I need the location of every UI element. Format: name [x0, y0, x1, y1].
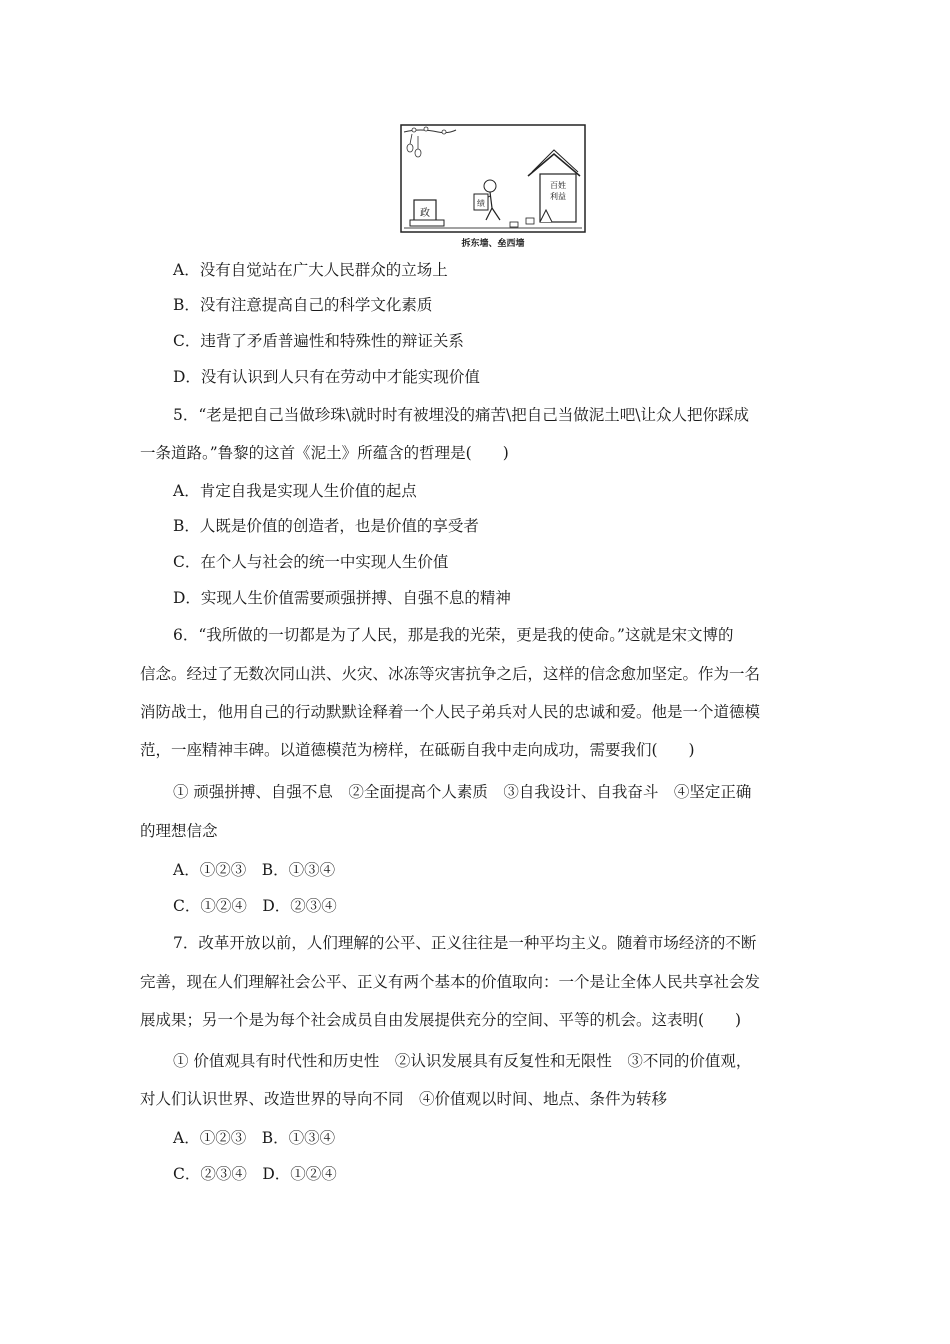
q4-option-c: C．违背了矛盾普遍性和特殊性的辩证关系 — [173, 332, 464, 350]
q6-stem-line3: 消防战士，他用自己的行动默默诠释着一个人民子弟兵对人民的忠诚和爱。他是一个道德模 — [140, 703, 761, 721]
house-label-line2: 利益 — [550, 192, 566, 201]
q7-stem-line3: 展成果；另一个是为每个社会成员自由发展提供充分的空间、平等的机会。这表明( ) — [140, 1011, 742, 1029]
cartoon-illustration — [400, 124, 586, 234]
q5-option-d: D．实现人生价值需要顽强拼搏、自强不息的精神 — [173, 589, 511, 607]
q5-stem-line1: 5．“老是把自己当做珍珠\就时时有被埋没的痛苦\把自己当做泥土吧\让众人把你踩成 — [173, 406, 749, 424]
q6-stem-line2: 信念。经过了无数次同山洪、火灾、冰冻等灾害抗争之后，这样的信念愈加坚定。作为一名 — [140, 665, 761, 683]
q5-option-a: A．肯定自我是实现人生价值的起点 — [173, 482, 417, 500]
q7-stem-line2: 完善，现在人们理解社会公平、正义有两个基本的价值取向：一个是让全体人民共享社会发 — [140, 973, 761, 991]
q7-stem-line1: 7．改革开放以前，人们理解的公平、正义往往是一种平均主义。随着市场经济的不断 — [173, 934, 757, 952]
q6-stem-line4: 范，一座精神丰碑。以道德模范为榜样，在砥砺自我中走向成功，需要我们( ) — [140, 741, 695, 759]
block-label-ji: 绩 — [477, 199, 485, 208]
q6-stem-line1: 6．“我所做的一切都是为了人民，那是我的光荣，更是我的使命。”这就是宋文博的 — [173, 626, 734, 644]
q5-option-b: B．人既是价值的创造者，也是价值的享受者 — [173, 517, 479, 535]
q7-items-line2: 对人们认识世界、改造世界的导向不同 ④价值观以时间、地点、条件为转移 — [140, 1090, 668, 1108]
q4-option-d: D．没有认识到人只有在劳动中才能实现价值 — [173, 368, 480, 386]
q4-option-a: A．没有自觉站在广大人民群众的立场上 — [173, 261, 448, 279]
q7-options-line1: A．①②③ B．①③④ — [173, 1129, 336, 1147]
figure-caption: 拆东墙、垒西墙 — [461, 239, 525, 249]
q4-option-b: B．没有注意提高自己的科学文化素质 — [173, 296, 433, 314]
q6-options-line1: A．①②③ B．①③④ — [173, 861, 336, 879]
q7-options-line2: C．②③④ D．①②④ — [173, 1165, 337, 1183]
house-label-line1: 百姓 — [550, 181, 566, 190]
q5-option-c: C．在个人与社会的统一中实现人生价值 — [173, 553, 449, 571]
q5-stem-line2: 一条道路。”鲁黎的这首《泥土》所蕴含的哲理是( ) — [140, 444, 509, 462]
cartoon-figure — [400, 124, 586, 234]
block-label-zheng: 政 — [420, 208, 430, 219]
q7-items-line1: ① 价值观具有时代性和历史性 ②认识发展具有反复性和无限性 ③不同的价值观， — [173, 1052, 752, 1070]
q6-items-line2: 的理想信念 — [140, 822, 218, 840]
q6-items-line1: ① 顽强拼搏、自强不息 ②全面提高个人素质 ③自我设计、自我奋斗 ④坚定正确 — [173, 783, 752, 801]
q6-options-line2: C．①②④ D．②③④ — [173, 897, 337, 915]
